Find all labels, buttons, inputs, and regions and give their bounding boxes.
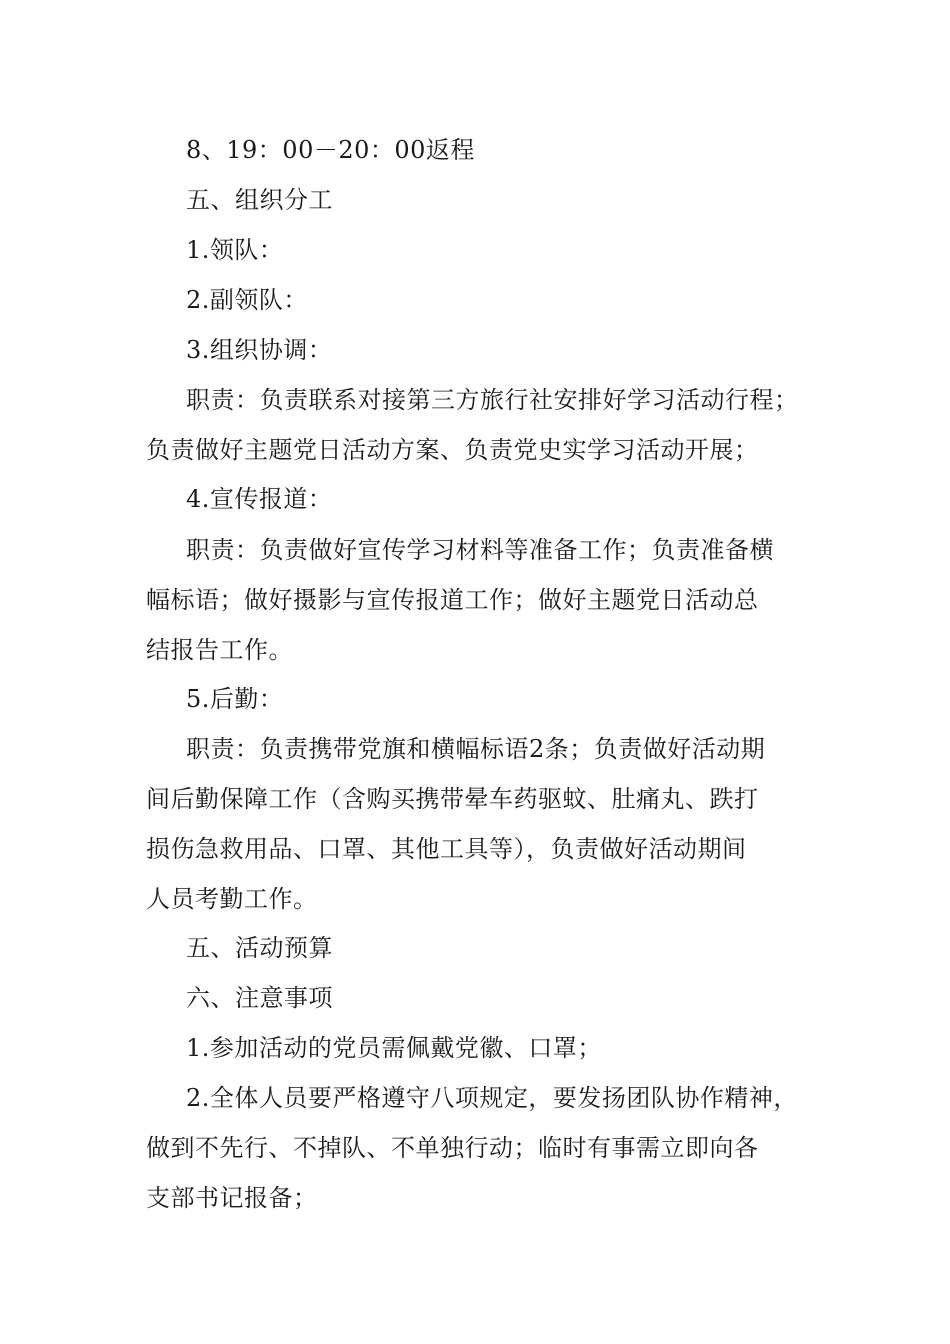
note-item-1: 1.参加活动的党员需佩戴党徽、口罩； xyxy=(186,1034,602,1062)
note-item-2-line-3: 支部书记报备； xyxy=(146,1184,318,1212)
duty-logistics-line-3: 损伤急救用品、口罩、其他工具等），负责做好活动期间 xyxy=(146,835,747,863)
duty-publicity-line-1: 职责：负责做好宣传学习材料等准备工作；负责准备横 xyxy=(186,536,774,564)
role-publicity: 4.宣传报道： xyxy=(186,485,333,513)
duty-logistics-line-2: 间后勤保障工作（含购买携带晕车药驱蚊、肚痛丸、跌打 xyxy=(146,785,759,813)
section-heading-budget: 五、活动预算 xyxy=(186,934,333,962)
role-logistics: 5.后勤： xyxy=(186,685,284,713)
duty-publicity-line-3: 结报告工作。 xyxy=(146,636,293,664)
schedule-item-return: 8、19：00－20：00返程 xyxy=(186,136,475,164)
duty-coordination-line-2: 负责做好主题党日活动方案、负责党史实学习活动开展； xyxy=(146,436,759,464)
note-item-2-line-2: 做到不先行、不掉队、不单独行动；临时有事需立即向各 xyxy=(146,1134,759,1162)
duty-logistics-line-1: 职责：负责携带党旗和横幅标语2条；负责做好活动期 xyxy=(186,735,766,763)
role-deputy-leader: 2.副领队： xyxy=(186,286,308,314)
role-leader: 1.领队： xyxy=(186,236,284,264)
note-item-2-line-1: 2.全体人员要严格遵守八项规定，要发扬团队协作精神， xyxy=(186,1084,798,1112)
duty-publicity-line-2: 幅标语；做好摄影与宣传报道工作；做好主题党日活动总 xyxy=(146,586,759,614)
role-coordination: 3.组织协调： xyxy=(186,336,333,364)
section-heading-notes: 六、注意事项 xyxy=(186,984,333,1012)
duty-logistics-line-4: 人员考勤工作。 xyxy=(146,885,318,913)
section-heading-organization: 五、组织分工 xyxy=(186,186,333,214)
duty-coordination-line-1: 职责：负责联系对接第三方旅行社安排好学习活动行程； xyxy=(186,386,799,414)
